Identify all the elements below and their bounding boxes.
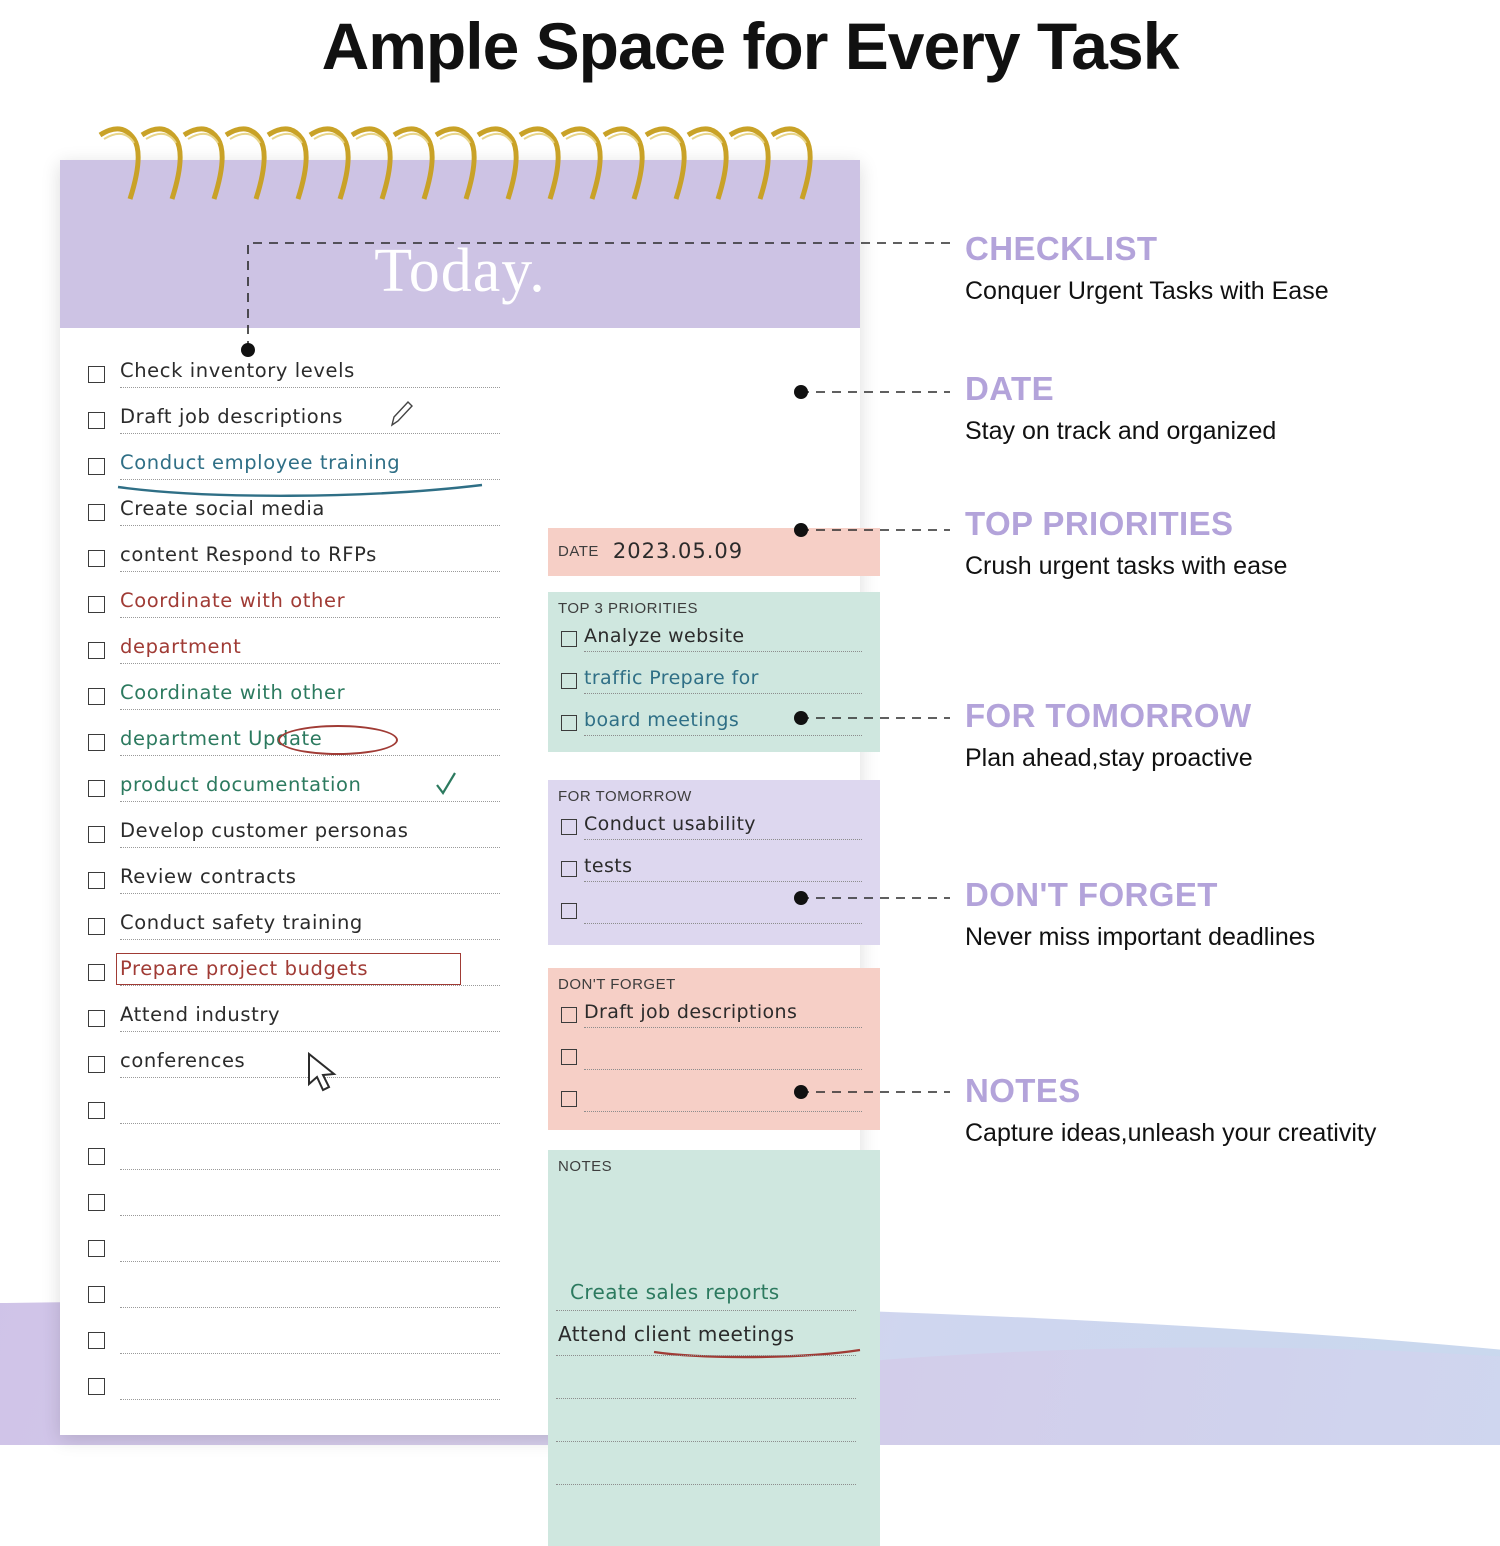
checklist [88, 355, 508, 1413]
write-line [120, 1261, 500, 1262]
write-line [120, 479, 500, 480]
tomorrow-item[interactable] [558, 811, 870, 853]
checklist-item[interactable] [88, 539, 508, 585]
checkbox[interactable] [88, 458, 105, 475]
checklist-item-label: department [120, 635, 242, 658]
notes-block[interactable] [548, 1150, 880, 1546]
checkbox[interactable] [561, 1049, 577, 1065]
date-block[interactable] [548, 528, 880, 576]
write-line [584, 651, 862, 652]
checklist-item[interactable] [88, 1367, 508, 1413]
for-tomorrow-label: FOR TOMORROW [558, 788, 692, 805]
checklist-item-label: conferences [120, 1049, 246, 1072]
write-line [556, 1355, 856, 1356]
spiral-binding-icon [90, 125, 830, 205]
annotation-subtitle: Capture ideas,unleash your creativity [965, 1119, 1377, 1147]
tomorrow-item-label: Conduct usability [584, 813, 756, 835]
checkbox[interactable] [561, 1091, 577, 1107]
write-line [120, 1399, 500, 1400]
top-priorities-block[interactable] [548, 592, 880, 752]
write-line [584, 693, 862, 694]
checklist-item[interactable] [88, 723, 508, 769]
checkbox[interactable] [561, 631, 577, 647]
write-line [556, 1484, 856, 1485]
checkbox[interactable] [88, 1194, 105, 1211]
priority-item-label: traffic Prepare for [584, 667, 759, 689]
annotation-title: CHECKLIST [965, 230, 1158, 267]
forget-item[interactable] [558, 999, 870, 1041]
checkbox[interactable] [561, 819, 577, 835]
checkbox[interactable] [88, 596, 105, 613]
checklist-item[interactable] [88, 1091, 508, 1137]
date-value: 2023.05.09 [612, 539, 744, 563]
checklist-item-label: Create social media [120, 497, 325, 520]
annotation-top-priorities [965, 505, 1287, 583]
checkbox[interactable] [561, 715, 577, 731]
annotation-for-tomorrow [965, 697, 1253, 775]
dont-forget-label: DON'T FORGET [558, 976, 676, 993]
write-line [120, 525, 500, 526]
notepad-title: Today. [374, 237, 546, 305]
checklist-item-label: product documentation [120, 773, 362, 796]
write-line [556, 1441, 856, 1442]
for-tomorrow-block[interactable] [548, 780, 880, 945]
dont-forget-block[interactable] [548, 968, 880, 1130]
annotation-subtitle: Conquer Urgent Tasks with Ease [965, 277, 1329, 305]
annotation-title: NOTES [965, 1072, 1081, 1109]
checkbox[interactable] [88, 504, 105, 521]
write-line [584, 881, 862, 882]
write-line [584, 1069, 862, 1070]
forget-item[interactable] [558, 1041, 870, 1083]
write-line [120, 1169, 500, 1170]
annotation-subtitle: Crush urgent tasks with ease [965, 552, 1288, 580]
annotation-subtitle: Never miss important deadlines [965, 923, 1316, 951]
checklist-item[interactable] [88, 355, 508, 401]
checklist-item[interactable] [88, 907, 508, 953]
handwritten-underline-icon [652, 1346, 862, 1360]
checkbox[interactable] [561, 861, 577, 877]
annotation-subtitle: Plan ahead,stay proactive [965, 744, 1253, 772]
annotation-title: DATE [965, 370, 1054, 407]
notepad [60, 160, 860, 1435]
checklist-item-label: Check inventory levels [120, 359, 355, 382]
checkbox[interactable] [561, 903, 577, 919]
handwritten-box-icon [116, 953, 461, 985]
checkbox[interactable] [88, 1148, 105, 1165]
checklist-item[interactable] [88, 953, 508, 999]
checkbox[interactable] [88, 734, 105, 751]
checklist-item-label: department Update [120, 727, 323, 750]
checkbox[interactable] [88, 550, 105, 567]
write-line [584, 735, 862, 736]
notes-line-text: Create sales reports [570, 1280, 780, 1304]
annotation-dont-forget [965, 876, 1315, 954]
checklist-item-label: Review contracts [120, 865, 297, 888]
checkbox[interactable] [88, 826, 105, 843]
checkbox[interactable] [88, 1102, 105, 1119]
handwritten-circle-icon [278, 725, 398, 755]
checklist-item-label: Attend industry [120, 1003, 281, 1026]
checklist-item-label: Prepare project budgets [120, 957, 369, 980]
checklist-item-label: content Respond to RFPs [120, 543, 377, 566]
checklist-item-label: Draft job descriptions [120, 405, 344, 428]
annotation-subtitle: Stay on track and organized [965, 417, 1277, 445]
write-line [584, 1111, 862, 1112]
write-line [120, 1353, 500, 1354]
write-line [120, 433, 500, 434]
checklist-item[interactable] [88, 447, 508, 493]
write-line [120, 1031, 500, 1032]
checkbox[interactable] [88, 688, 105, 705]
pen-icon [388, 399, 414, 429]
write-line [584, 1027, 862, 1028]
tomorrow-item[interactable] [558, 895, 870, 937]
checkbox[interactable] [88, 1010, 105, 1027]
page-title: Ample Space for Every Task [321, 9, 1179, 83]
checkbox[interactable] [88, 1240, 105, 1257]
checklist-item[interactable] [88, 401, 508, 447]
checklist-item[interactable] [88, 861, 508, 907]
write-line [120, 571, 500, 572]
write-line [584, 923, 862, 924]
write-line [120, 847, 500, 848]
write-line [120, 893, 500, 894]
priority-item-label: Analyze website [584, 625, 745, 647]
checkbox[interactable] [88, 918, 105, 935]
checklist-item[interactable] [88, 677, 508, 723]
checklist-item-label: Develop customer personas [120, 819, 409, 842]
priority-item-label: board meetings [584, 709, 740, 731]
write-line [120, 617, 500, 618]
annotation-notes [965, 1072, 1376, 1150]
checklist-item[interactable] [88, 769, 508, 815]
write-line [120, 709, 500, 710]
write-line [584, 839, 862, 840]
checklist-item[interactable] [88, 1321, 508, 1367]
checklist-item[interactable] [88, 1137, 508, 1183]
tomorrow-item-label: tests [584, 855, 633, 877]
checklist-item[interactable] [88, 999, 508, 1045]
checkbox[interactable] [88, 1286, 105, 1303]
checklist-item-label: Conduct employee training [120, 451, 401, 474]
forget-item-label: Draft job descriptions [584, 1001, 798, 1023]
checklist-item[interactable] [88, 631, 508, 677]
checkbox[interactable] [88, 872, 105, 889]
checkbox[interactable] [88, 1056, 105, 1073]
checklist-item[interactable] [88, 1229, 508, 1275]
checkbox[interactable] [88, 964, 105, 981]
write-line [120, 939, 500, 940]
write-line [120, 387, 500, 388]
top-priorities-label: TOP 3 PRIORITIES [558, 600, 698, 617]
checklist-item-label: Conduct safety training [120, 911, 363, 934]
checkbox[interactable] [88, 1378, 105, 1395]
checklist-item[interactable] [88, 493, 508, 539]
checklist-item[interactable] [88, 1275, 508, 1321]
priority-item[interactable] [558, 623, 870, 665]
forget-item[interactable] [558, 1083, 870, 1125]
checkbox[interactable] [88, 366, 105, 383]
checkbox[interactable] [88, 642, 105, 659]
write-line [120, 755, 500, 756]
checklist-item[interactable] [88, 1045, 508, 1091]
priority-item[interactable] [558, 665, 870, 707]
checklist-item[interactable] [88, 585, 508, 631]
write-line [120, 1307, 500, 1308]
checklist-item[interactable] [88, 815, 508, 861]
checkbox[interactable] [88, 780, 105, 797]
checkbox[interactable] [561, 1007, 577, 1023]
priority-item[interactable] [558, 707, 870, 749]
annotation-checklist [965, 230, 1329, 308]
write-line [120, 1215, 500, 1216]
checklist-item-label: Coordinate with other [120, 681, 346, 704]
notes-line-text: Attend client meetings [558, 1322, 795, 1346]
annotation-title: FOR TOMORROW [965, 697, 1252, 734]
tomorrow-item[interactable] [558, 853, 870, 895]
annotation-title: DON'T FORGET [965, 876, 1218, 913]
write-line [120, 801, 500, 802]
annotation-date [965, 370, 1276, 448]
annotation-title: TOP PRIORITIES [965, 505, 1234, 542]
checkbox[interactable] [88, 1332, 105, 1349]
write-line [556, 1398, 856, 1399]
write-line [556, 1310, 856, 1311]
checkbox[interactable] [88, 412, 105, 429]
checkbox[interactable] [561, 673, 577, 689]
write-line [120, 985, 500, 986]
checklist-item-label: Coordinate with other [120, 589, 346, 612]
notes-label: NOTES [558, 1158, 613, 1175]
write-line [120, 663, 500, 664]
date-label: DATE [558, 542, 599, 560]
checkmark-icon [433, 769, 459, 799]
write-line [120, 1123, 500, 1124]
checklist-item[interactable] [88, 1183, 508, 1229]
